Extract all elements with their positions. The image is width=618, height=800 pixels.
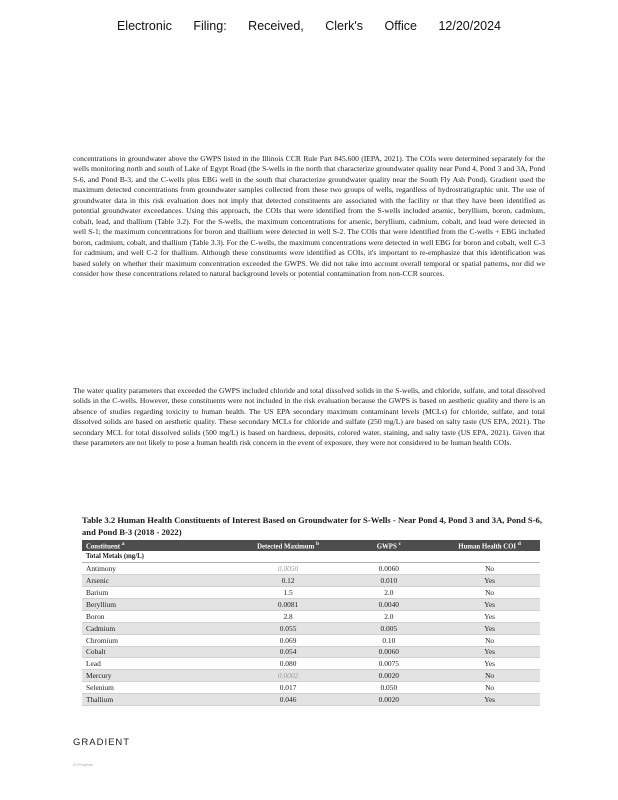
header-word-filing: Filing: xyxy=(193,19,227,33)
table-row xyxy=(82,670,540,682)
cell-constituent: Selenium xyxy=(82,682,238,694)
cell-detected-maximum: 1.5 xyxy=(238,586,339,598)
column-header-gwps-label: GWPS xyxy=(376,543,397,551)
cell-human-health-coi: No xyxy=(439,670,540,682)
cell-human-health-coi: Yes xyxy=(439,622,540,634)
cell-detected-maximum: 0.054 xyxy=(238,646,339,658)
body-paragraph-coi-identification: concentrations in groundwater above the GWPS listed in the Illinois CCR Rule Part 845.600 (IEPA, 2021). The COIs were determined separately for the wells monitoring north and south of Lake of Egypt Road (the S-wells in the north that characterize groundwater quality near Pond 4, Pond 3 and 3A, Pond S-6, and Pond B-3, and the C-wells plus EBG well in the south that characterize groundwater quality near the South Fly Ash Pond). Gradient used the maximum detected concentrations from groundwater samples collected from these two groups of wells, regardless of hydrostratigraphic unit. The use of groundwater data in this risk evaluation does not imply that detected constituents are associated with the facility or that they have been identified as potential groundwater exceedances. Using this approach, the COIs that were identified from the S-wells included arsenic, beryllium, boron, cadmium, cobalt, lead, and thallium (Table 3.2). For the S-wells, the maximum concentrations for arsenic, beryllium, cadmium, cobalt, and lead were detected in well S-1; the maximum concentrations for boron and thallium were detected in well S-2. The COIs that were identified from the C-wells + EBG included boron, cadmium, cobalt, and thallium (Table 3.3). For the C-wells, the maximum concentrations were detected in well EBG for boron and cobalt, well C-3 for cadmium, and well C-2 for thallium. Although these constituents were identified as COIs, it's important to re-emphasize that this identification was based solely on whether their maximum concentration exceeded the GWPS. We did not take into account overall temporal or spatial patterns, nor did we consider how these concentrations related to natural background levels or potential contamination from non-CCR sources. xyxy=(73,154,545,278)
column-header-detected-maximum xyxy=(238,540,339,551)
cell-detected-maximum: 0.017 xyxy=(238,682,339,694)
cell-gwps: 0.0060 xyxy=(338,562,439,574)
footnote-marker-a: a xyxy=(121,540,125,547)
cell-human-health-coi: No xyxy=(439,682,540,694)
cell-human-health-coi: Yes xyxy=(439,598,540,610)
cell-constituent: Barium xyxy=(82,586,238,598)
table-row xyxy=(82,562,540,574)
column-header-human-health-coi xyxy=(439,540,540,551)
table-row xyxy=(82,658,540,670)
cell-gwps: 0.0075 xyxy=(338,658,439,670)
cell-detected-maximum: 2.8 xyxy=(238,610,339,622)
cell-gwps: 0.050 xyxy=(338,682,439,694)
table-caption: Table 3.2 Human Health Constituents of Interest Based on Groundwater for S-Wells - Near Pond 4, Pond 3 and 3A, Pond S-6, and Pond B-3 (2018 - 2022) xyxy=(82,515,542,537)
cell-constituent: Cadmium xyxy=(82,622,238,634)
cell-detected-maximum: 0.0081 xyxy=(238,598,339,610)
cell-constituent: Boron xyxy=(82,610,238,622)
table-row xyxy=(82,622,540,634)
footnote-marker-b: b xyxy=(315,540,320,547)
table-row xyxy=(82,610,540,622)
header-word-received: Received, xyxy=(248,19,304,33)
cell-constituent: Antimony xyxy=(82,562,238,574)
table-row xyxy=(82,598,540,610)
cell-constituent: Mercury xyxy=(82,670,238,682)
cell-human-health-coi: No xyxy=(439,562,540,574)
cell-gwps: 0.010 xyxy=(338,574,439,586)
cell-constituent: Chromium xyxy=(82,634,238,646)
table-row xyxy=(82,574,540,586)
column-header-constituent-label: Constituent xyxy=(86,543,120,551)
cell-constituent: Lead xyxy=(82,658,238,670)
cell-human-health-coi: Yes xyxy=(439,646,540,658)
cell-gwps: 0.0060 xyxy=(338,646,439,658)
footnote-marker-d: d xyxy=(517,540,521,547)
cell-human-health-coi: Yes xyxy=(439,610,540,622)
header-word-clerks: Clerk's xyxy=(325,19,364,33)
cell-human-health-coi: No xyxy=(439,586,540,598)
cell-gwps: 2.0 xyxy=(338,586,439,598)
column-header-gwps xyxy=(338,540,439,551)
filing-stamp-header xyxy=(0,19,618,33)
table-group-row xyxy=(82,551,540,562)
cell-detected-maximum: 0.0050 xyxy=(238,562,339,574)
cell-gwps: 0.0020 xyxy=(338,694,439,706)
cell-constituent: Arsenic xyxy=(82,574,238,586)
cell-human-health-coi: Yes xyxy=(439,694,540,706)
cell-detected-maximum: 0.046 xyxy=(238,694,339,706)
table-row xyxy=(82,682,540,694)
column-header-detected-maximum-label: Detected Maximum xyxy=(257,543,315,551)
header-date: 12/20/2024 xyxy=(438,19,502,33)
cell-constituent: Thallium xyxy=(82,694,238,706)
cell-detected-maximum: 0.12 xyxy=(238,574,339,586)
group-label-total-metals: Total Metals (mg/L) xyxy=(82,551,540,562)
cell-constituent: Beryllium xyxy=(82,598,238,610)
cell-constituent: Cobalt xyxy=(82,646,238,658)
cell-gwps: 2.0 xyxy=(338,610,439,622)
header-word-electronic: Electronic xyxy=(116,19,172,33)
footer-file-path: G:\Projects xyxy=(73,762,93,767)
header-word-office: Office xyxy=(384,19,417,33)
body-paragraph-water-quality: The water quality parameters that exceeded the GWPS included chloride and total dissolved solids in the S-wells, and chloride, sulfate, and total dissolved solids in the C-wells. However, these constituents were not included in the risk evaluation because the GWPS is based on aesthetic quality and there is an absence of studies regarding toxicity to human health. The US EPA secondary maximum contaminant levels (MCLs) for chloride, sulfate, and total dissolved solids are based on aesthetic quality. These secondary MCLs for chloride and sulfate (250 mg/L) are based on salty taste (US EPA, 2021). The secondary MCL for total dissolved solids (500 mg/L) is based on hardness, deposits, colored water, staining, and salty taste (US EPA, 2021). Given that these parameters are not likely to pose a human health risk concern in the event of exposure, they were not considered to be human health COIs. xyxy=(73,386,545,448)
cell-gwps: 0.005 xyxy=(338,622,439,634)
column-header-constituent xyxy=(82,540,238,551)
cell-gwps: 0.10 xyxy=(338,634,439,646)
footnote-marker-c: c xyxy=(398,540,401,547)
cell-detected-maximum: 0.0002 xyxy=(238,670,339,682)
table-header-row xyxy=(82,540,540,551)
gradient-logo: GRADIENT xyxy=(73,737,131,748)
cell-gwps: 0.0020 xyxy=(338,670,439,682)
cell-detected-maximum: 0.069 xyxy=(238,634,339,646)
cell-human-health-coi: Yes xyxy=(439,658,540,670)
cell-human-health-coi: No xyxy=(439,634,540,646)
table-row xyxy=(82,586,540,598)
cell-detected-maximum: 0.080 xyxy=(238,658,339,670)
column-header-human-health-coi-label: Human Health COI xyxy=(458,543,517,551)
table-row xyxy=(82,634,540,646)
cell-detected-maximum: 0.055 xyxy=(238,622,339,634)
coi-table xyxy=(82,540,540,706)
cell-gwps: 0.0040 xyxy=(338,598,439,610)
cell-human-health-coi: Yes xyxy=(439,574,540,586)
table-row xyxy=(82,646,540,658)
table-row xyxy=(82,694,540,706)
